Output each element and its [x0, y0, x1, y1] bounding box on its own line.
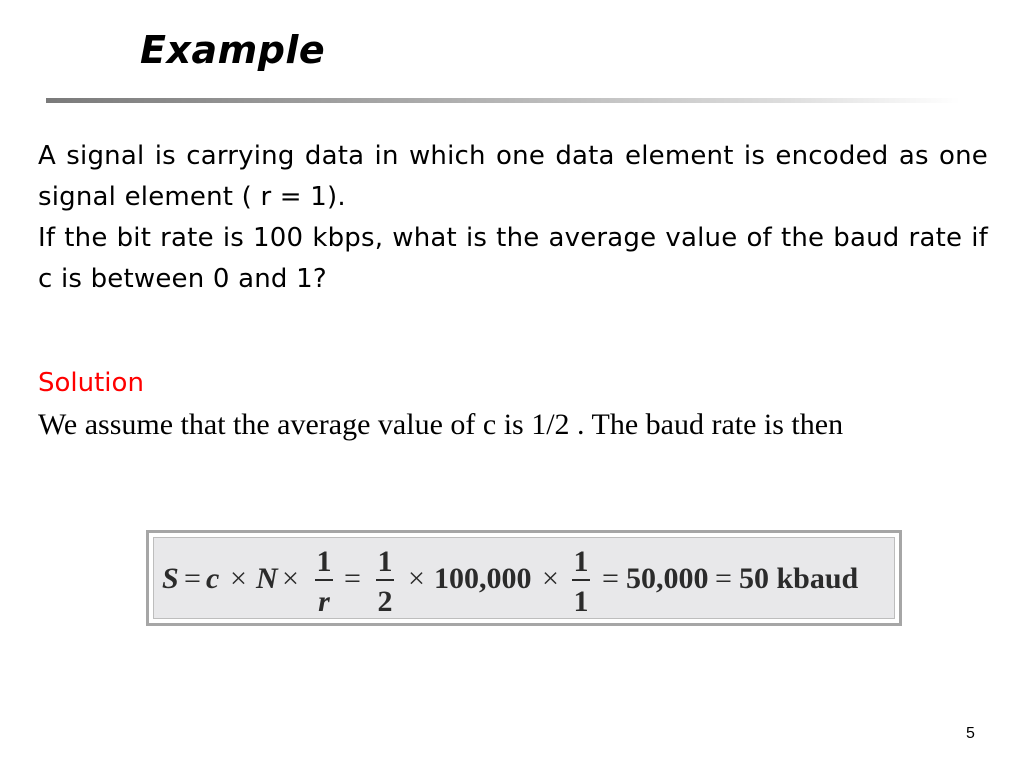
fraction-2-numerator: 1: [377, 545, 393, 578]
formula-equals-1: =: [184, 562, 201, 595]
fraction-3-numerator: 1: [573, 545, 589, 578]
formula-result-bits: 50,000: [626, 562, 709, 595]
formula-equals-2: =: [344, 562, 361, 595]
title-divider: [46, 98, 960, 103]
formula-box: [146, 530, 902, 626]
slide-title: Example: [140, 28, 326, 72]
fraction-2-denominator: 2: [377, 585, 393, 618]
page-number: 5: [966, 725, 975, 742]
formula-equals-3: =: [602, 562, 619, 595]
fraction-1-denominator: r: [318, 585, 330, 618]
fraction-3-denominator: 1: [573, 585, 589, 618]
fraction-2-bar: [376, 579, 394, 581]
formula-times-4: ×: [542, 562, 559, 595]
problem-line-1: A signal is carrying data in which one data element is encoded as one signal element ( r = 1).: [38, 141, 988, 212]
solution-text: We assume that the average value of c is 1/2 . The baud rate is then: [38, 408, 844, 441]
solution-label: Solution: [38, 368, 144, 398]
problem-line-2: If the bit rate is 100 kbps, what is the average value of the baud rate if c is between 0 and 1?: [38, 223, 988, 294]
formula-result-kbaud: 50 kbaud: [739, 562, 859, 595]
fraction-3-bar: [572, 579, 590, 581]
fraction-1-bar: [315, 579, 333, 581]
formula-bit-rate: 100,000: [434, 562, 532, 595]
formula-times-3: ×: [408, 562, 425, 595]
baud-rate-formula: [154, 538, 894, 618]
formula-times-2: ×: [282, 562, 299, 595]
formula-c: c: [206, 562, 220, 595]
formula-equals-4: =: [715, 562, 732, 595]
formula-S: S: [162, 562, 179, 595]
fraction-1-numerator: 1: [316, 545, 332, 578]
formula-panel: [153, 537, 895, 619]
problem-statement: [38, 136, 988, 300]
formula-N: N: [256, 562, 278, 595]
formula-times-1: ×: [230, 562, 247, 595]
